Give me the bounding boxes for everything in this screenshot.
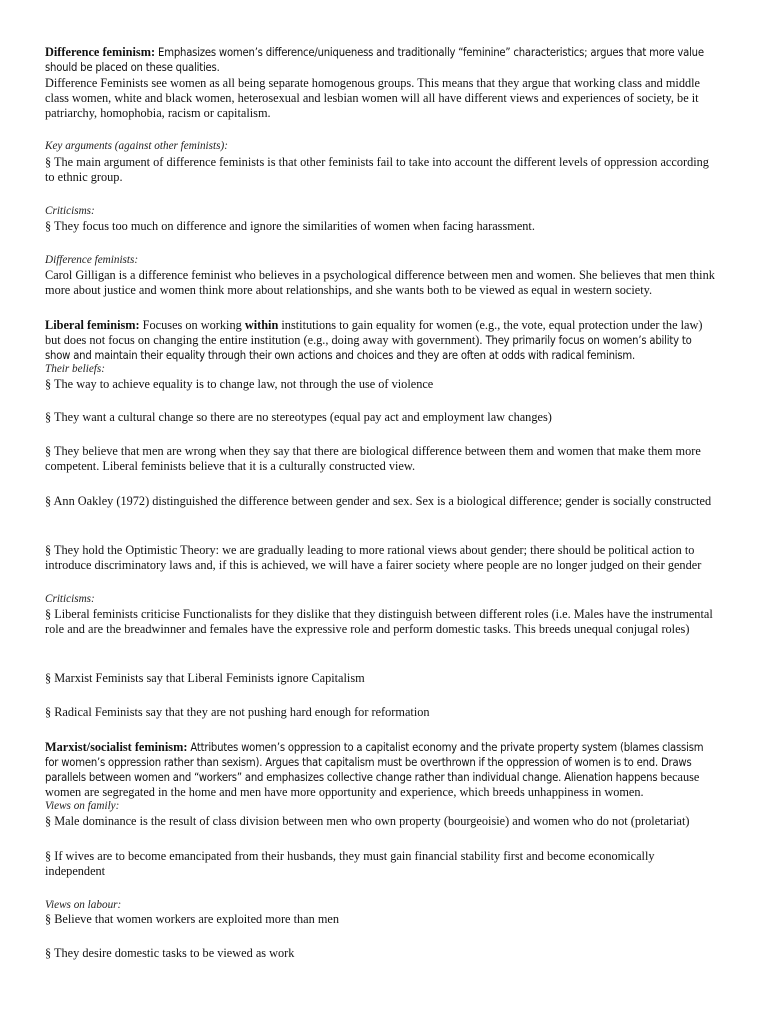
difference-key-label: Key arguments (against other feminists):: [45, 140, 228, 152]
liberal-criticism-item: § Liberal feminists criticise Functionalists for they dislike that they distinguish between different roles (i.e. Males have the instrumental role and are the breadwinner and females have the expressive role and perform domestic tasks. This breeds unequal conjugal roles): [45, 607, 713, 636]
marxist-family-item: § If wives are to become emancipated from their husbands, they must gain financial stability first and become economically independent: [45, 849, 655, 878]
marxist-labour-item: § Believe that women workers are exploited more than men: [45, 912, 340, 926]
difference-intro: [45, 45, 717, 75]
liberal-definition-b: institutions to gain equality for women (e.g., the vote, equal protection under the law) but does not focus on changing the entire institution (e.g., doing away with government).: [45, 318, 703, 347]
liberal-belief-item: § They hold the Optimistic Theory: we are gradually leading to more rational views about gender; there should be political action to introduce discriminatory laws and, if this is achieved, we will have a fairer society where people are no longer judged on their gender: [45, 543, 702, 572]
liberal-belief-item: § They want a cultural change so there are no stereotypes (equal pay act and employment law changes): [45, 410, 552, 424]
liberal-definition-a: Focuses on working: [139, 318, 245, 332]
marxist-labour-item: § They desire domestic tasks to be viewed as work: [45, 946, 295, 960]
liberal-criticism-item: § Radical Feminists say that they are not pushing hard enough for reformation: [45, 705, 430, 719]
difference-criticisms-label: Criticisms:: [45, 205, 95, 217]
marxist-labour-label: Views on labour:: [45, 899, 122, 911]
difference-criticism-item: § They focus too much on difference and ignore the similarities of women when facing harassment.: [45, 219, 535, 233]
marxist-definition-b: because women are segregated in the home and men have more opportunity and experience, which breeds unhappiness in women.: [45, 770, 700, 799]
marxist-family-label: Views on family:: [45, 800, 120, 812]
difference-feminists-paragraph: Carol Gilligan is a difference feminist who believes in a psychological difference between men and women. She believes that men think more about justice and women think more about relationships, and she wants both to be viewed as equal in western society.: [45, 268, 715, 297]
marxist-intro: [45, 740, 717, 800]
liberal-beliefs-label: Their beliefs:: [45, 363, 105, 375]
difference-paragraph: Difference Feminists see women as all being separate homogenous groups. This means that they argue that working class and middle class women, white and black women, heterosexual and lesbian women will all have different views and experiences of society, be it patriarchy, homophobia, racism or capitalism.: [45, 76, 700, 120]
marxist-definition-a: Attributes women’s oppression to a capitalist economy and the private property system (blames classism for women’s oppression rather than sexism). Argues that capitalism must be overthrown if the oppression of women is to end. Draws parallels between women and “workers” and emphasizes collective change rather than individual change. Alienation happens: [45, 741, 704, 784]
liberal-heading: Liberal feminism:: [45, 318, 140, 332]
difference-key-item: § The main argument of difference feminists is that other feminists fail to take into account the different levels of oppression according to ethnic group.: [45, 155, 709, 184]
difference-feminists-label: Difference feminists:: [45, 254, 139, 266]
marxist-family-item: § Male dominance is the result of class division between men who own property (bourgeoisie) and women who do not (proletariat): [45, 814, 690, 828]
liberal-belief-item: § Ann Oakley (1972) distinguished the difference between gender and sex. Sex is a biological difference; gender is socially constructed: [45, 494, 712, 508]
liberal-intro: [45, 318, 717, 363]
liberal-within: within: [244, 318, 279, 332]
marxist-heading: Marxist/socialist feminism:: [45, 740, 188, 754]
liberal-definition-c: They primarily focus on women’s ability to show and maintain their equality through their own actions and choices and they are often at odds with radical feminism.: [45, 334, 692, 362]
difference-heading: Difference feminism:: [45, 45, 156, 59]
liberal-criticism-item: § Marxist Feminists say that Liberal Feminists ignore Capitalism: [45, 671, 365, 685]
difference-definition: Emphasizes women’s difference/uniqueness and traditionally “feminine” characteristics; argues that more value should be placed on these qualities.: [45, 46, 704, 74]
liberal-belief-item: § They believe that men are wrong when they say that there are biological difference between them and women that make them more competent. Liberal feminists believe that it is a culturally constructed view.: [45, 444, 701, 473]
liberal-belief-item: § The way to achieve equality is to change law, not through the use of violence: [45, 377, 434, 391]
liberal-criticisms-label: Criticisms:: [45, 593, 95, 605]
